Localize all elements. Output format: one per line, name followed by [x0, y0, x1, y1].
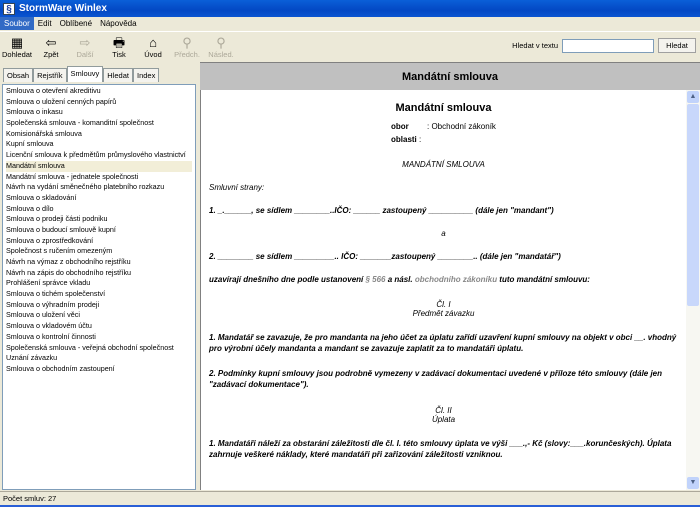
back-arrow-icon: ⇦ [45, 35, 57, 50]
search-input[interactable] [562, 39, 654, 53]
doc-party1: 1. _.______, se sídlem ________..IČO: ______ zastoupený __________ (dále jen "mandant") [209, 206, 554, 215]
list-item[interactable]: Návrh na výmaz z obchodního rejstříku [6, 257, 131, 266]
list-item[interactable]: Společenská smlouva - veřejná obchodní společnost [6, 342, 174, 352]
toolbar-button-5[interactable] [170, 32, 204, 61]
list-item[interactable]: Návrh na vydání směnečného platebního rozkazu [6, 182, 165, 192]
doc-parties: Smluvní strany: [209, 183, 265, 192]
doc-and: a [441, 229, 446, 238]
toolbar-label: Tisk [112, 50, 126, 59]
list-item[interactable]: Mandátní smlouva - jednatele společnosti [6, 171, 139, 181]
tab-0[interactable]: Obsah [3, 68, 33, 82]
oblasti-label: oblasti [391, 135, 417, 144]
document-view [200, 90, 686, 490]
search-button[interactable]: Hledat [658, 38, 696, 53]
search-label: Hledat v textu [512, 41, 558, 50]
list-item[interactable]: Smlouva o vkladovém účtu [6, 321, 92, 331]
tab-3[interactable]: Hledat [103, 68, 133, 82]
doc-party2: 2. ________ se sídlem _________.. IČO: _______zastoupený ________.. (dále jen "mandatář") [209, 252, 561, 261]
list-item[interactable]: Prohlášení správce vkladu [6, 278, 91, 288]
tab-1[interactable]: Rejstřík [33, 68, 66, 82]
printer-icon: 🖶 [112, 35, 126, 50]
scroll-thumb[interactable] [687, 104, 699, 306]
list-item[interactable]: Smlouva o dílo [6, 203, 54, 213]
forward-arrow-icon: ⇨ [79, 35, 91, 50]
art2-title: Úplata [431, 415, 456, 424]
document-scrollbar[interactable] [686, 90, 700, 490]
list-item[interactable]: Smlouva o obchodním zastoupení [6, 363, 115, 373]
toolbar-label: Násled. [208, 50, 234, 59]
art2-number: Čl. II [435, 406, 452, 415]
contract-list[interactable] [2, 84, 196, 490]
list-item[interactable]: Smlouva o výhradním prodeji [6, 299, 100, 309]
scroll-up-icon[interactable]: ▲ [687, 91, 699, 103]
link-obchodni-zakonik[interactable]: obchodního zákoníku [414, 275, 498, 284]
list-item[interactable]: Smlouva o zprostředkování [6, 235, 94, 245]
list-item[interactable]: Smlouva o skladování [6, 192, 77, 202]
find-icon: ▦ [10, 35, 24, 50]
doc-caption: MANDÁTNÍ SMLOUVA [402, 160, 485, 169]
list-item[interactable]: Smlouva o budoucí smlouvě kupní [6, 224, 116, 234]
list-item[interactable]: Smlouva o uložení věci [6, 310, 80, 320]
obor-label: obor [391, 122, 409, 131]
intro-a: uzavírají dnešního dne podle ustanovení [209, 275, 366, 284]
app-logo-icon: § [3, 3, 15, 15]
oblasti-value: : [419, 135, 422, 144]
menu-0[interactable]: Soubor [0, 17, 34, 30]
status-bar: Počet smluv: 27 [0, 491, 700, 505]
toolbar-label: Zpět [43, 50, 59, 59]
scroll-down-icon[interactable]: ▼ [687, 477, 699, 489]
intro-c: tuto mandátní smlouvu: [497, 275, 590, 284]
toolbar-button-4[interactable] [136, 32, 170, 61]
list-item[interactable]: Společnost s ručením omezeným [6, 246, 113, 256]
tab-4[interactable]: Index [133, 68, 159, 82]
list-item[interactable]: Smlouva o otevření akreditivu [6, 86, 101, 95]
list-item[interactable]: Společenská smlouva - komanditní společnost [6, 118, 154, 128]
toolbar-button-6[interactable] [204, 32, 238, 61]
list-item[interactable]: Kupní smlouva [6, 139, 54, 149]
list-item[interactable]: Komisionářská smlouva [6, 128, 82, 138]
list-item[interactable]: Smlouva o uložení cenných papírů [6, 96, 117, 106]
obor-value: : Obchodní zákoník [427, 122, 496, 131]
toolbar-button-1[interactable] [34, 32, 68, 61]
toolbar-label: Další [76, 50, 94, 59]
list-item[interactable]: Návrh na zápis do obchodního rejstříku [6, 267, 132, 277]
list-item[interactable]: Smlouva o tichém společenství [6, 289, 106, 299]
art1-p1: 1. Mandatář se zavazuje, že pro mandanta na jeho účet za úplatu zařídí uzavření kupní smlouvy na objekt v obci __. vhodný pro výrobní účely mandanta a mandant se zavazuje zaplatit za to mandatáři úplatu. [209, 333, 677, 353]
art2-p1: 1. Mandatáři náleží za obstarání záležitosti dle čl. I. této smlouvy úplata ve výši ___.,- Kč (slovy:___.korunčeských). Úplata zahrnuje veškeré náklady, které mandatáři při zařizování záležitosti vzniknou. [209, 439, 672, 459]
toolbar-button-3[interactable] [102, 32, 136, 61]
menu-1[interactable]: Edit [37, 19, 52, 28]
search-bar [512, 38, 696, 53]
menu-bar [0, 17, 700, 30]
document-title: Mandátní smlouva [395, 102, 492, 114]
art1-number: Čl. I [436, 300, 451, 309]
toolbar-label: Předch. [174, 50, 200, 59]
toolbar-button-0[interactable] [0, 32, 34, 61]
intro-b: a násl. [385, 275, 415, 284]
list-item[interactable]: Smlouva o kontrolní činnosti [6, 331, 96, 341]
home-icon: ⌂ [149, 35, 157, 50]
previous-icon: ⚲ [182, 35, 192, 50]
tab-2[interactable]: Smlouvy [67, 66, 104, 82]
art1-p2: 2. Podmínky kupní smlouvy jsou podrobně vymezeny v zadávací dokumentaci uvedené v příloze této smlouvy (dále jen "zadávací dokumentace"). [209, 369, 663, 389]
menu-2[interactable]: Oblíbené [59, 19, 93, 28]
list-item[interactable]: Uznání závazku [6, 353, 58, 363]
next-icon: ⚲ [216, 35, 226, 50]
window-title: StormWare Winlex [19, 3, 107, 14]
list-item[interactable]: Smlouva o inkasu [6, 107, 63, 117]
link-566[interactable]: § 566 [365, 275, 386, 284]
list-item[interactable]: Mandátní smlouva [6, 161, 192, 172]
document-header: Mandátní smlouva [200, 62, 700, 90]
art1-title: Předmět závazku [412, 309, 475, 318]
list-item[interactable]: Licenční smlouva k předmětům průmyslového vlastnictví [6, 150, 186, 160]
menu-3[interactable]: Nápověda [100, 19, 137, 28]
title-bar [0, 0, 700, 17]
toolbar-button-2[interactable] [68, 32, 102, 61]
toolbar-label: Úvod [144, 50, 162, 59]
list-item[interactable]: Smlouva o prodeji části podniku [6, 214, 108, 224]
tab-bar [3, 68, 159, 82]
toolbar-label: Dohledat [1, 50, 33, 59]
